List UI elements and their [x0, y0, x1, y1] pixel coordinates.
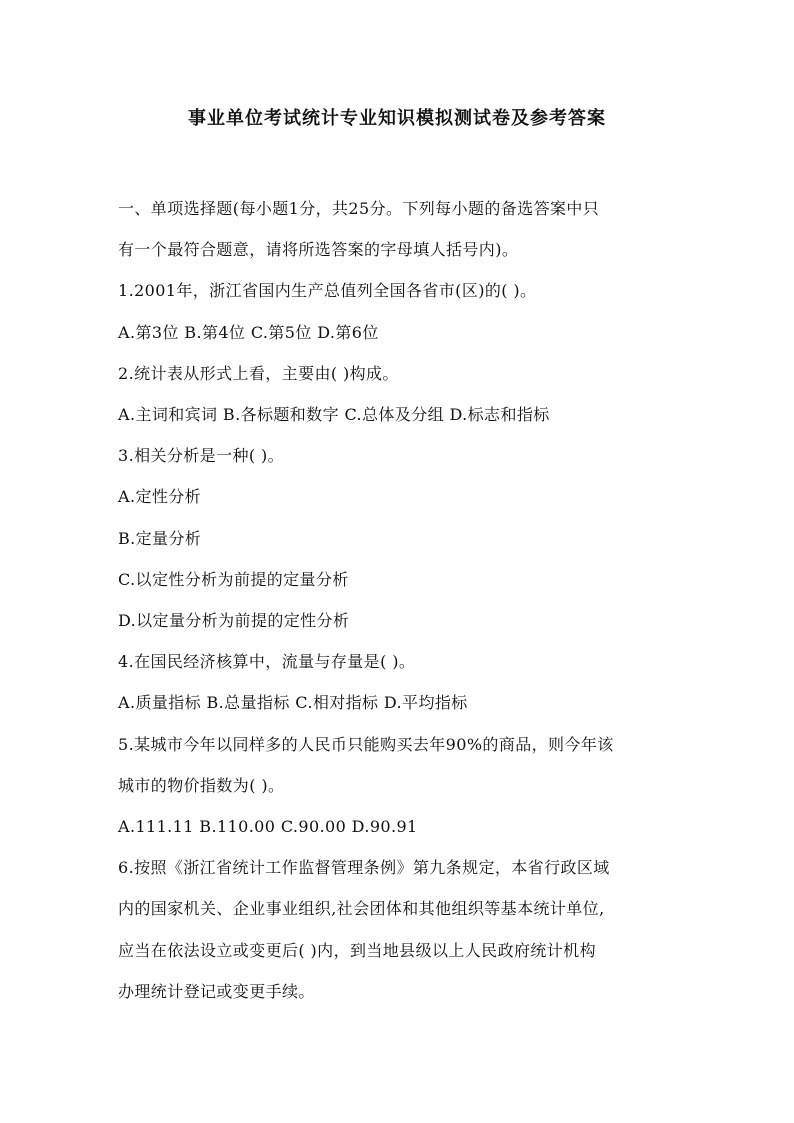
- question-4: 4.在国民经济核算中，流量与存量是( )。: [118, 652, 416, 672]
- question-3-option-c: C.以定性分析为前提的定量分析: [118, 569, 349, 589]
- question-1-options: A.第3位 B.第4位 C.第5位 D.第6位: [118, 322, 379, 342]
- text-line: 有一个最符合题意，请将所选答案的字母填人括号内)。: [118, 240, 519, 260]
- question-2: 2.统计表从形式上看，主要由( )构成。: [118, 363, 399, 383]
- question-5-continued: 城市的物价指数为( )。: [118, 775, 285, 795]
- question-2-options: A.主词和宾词 B.各标题和数字 C.总体及分组 D.标志和指标: [118, 405, 550, 425]
- question-3-option-a: A.定性分析: [118, 487, 202, 507]
- question-6-continued: 内的国家机关、企业事业组织,社会团体和其他组织等基本统计单位,: [118, 899, 605, 919]
- question-6-continued: 办理统计登记或变更手续。: [118, 981, 315, 1001]
- question-1: 1.2001年，浙江省国内生产总值列全国各省市(区)的( )。: [118, 281, 537, 301]
- question-5-options: A.111.11 B.110.00 C.90.00 D.90.91: [118, 817, 418, 837]
- question-3-option-d: D.以定量分析为前提的定性分析: [118, 611, 350, 631]
- question-3-option-b: B.定量分析: [118, 528, 202, 548]
- question-4-options: A.质量指标 B.总量指标 C.相对指标 D.平均指标: [118, 693, 468, 713]
- question-5: 5.某城市今年以同样多的人民币只能购买去年90%的商品，则今年该: [118, 734, 614, 754]
- text-line: 一、单项选择题(每小题1分，共25分。下列每小题的备选答案中只: [118, 199, 600, 218]
- document-title: 事业单位考试统计专业知识模拟测试卷及参考答案: [188, 108, 606, 129]
- question-3: 3.相关分析是一种( )。: [118, 446, 285, 466]
- question-6-continued: 应当在依法设立或变更后( )内，到当地县级以上人民政府统计机构: [118, 940, 596, 960]
- question-6: 6.按照《浙江省统计工作监督管理条例》第九条规定，本省行政区域: [118, 858, 610, 878]
- document-body: [118, 188, 678, 1012]
